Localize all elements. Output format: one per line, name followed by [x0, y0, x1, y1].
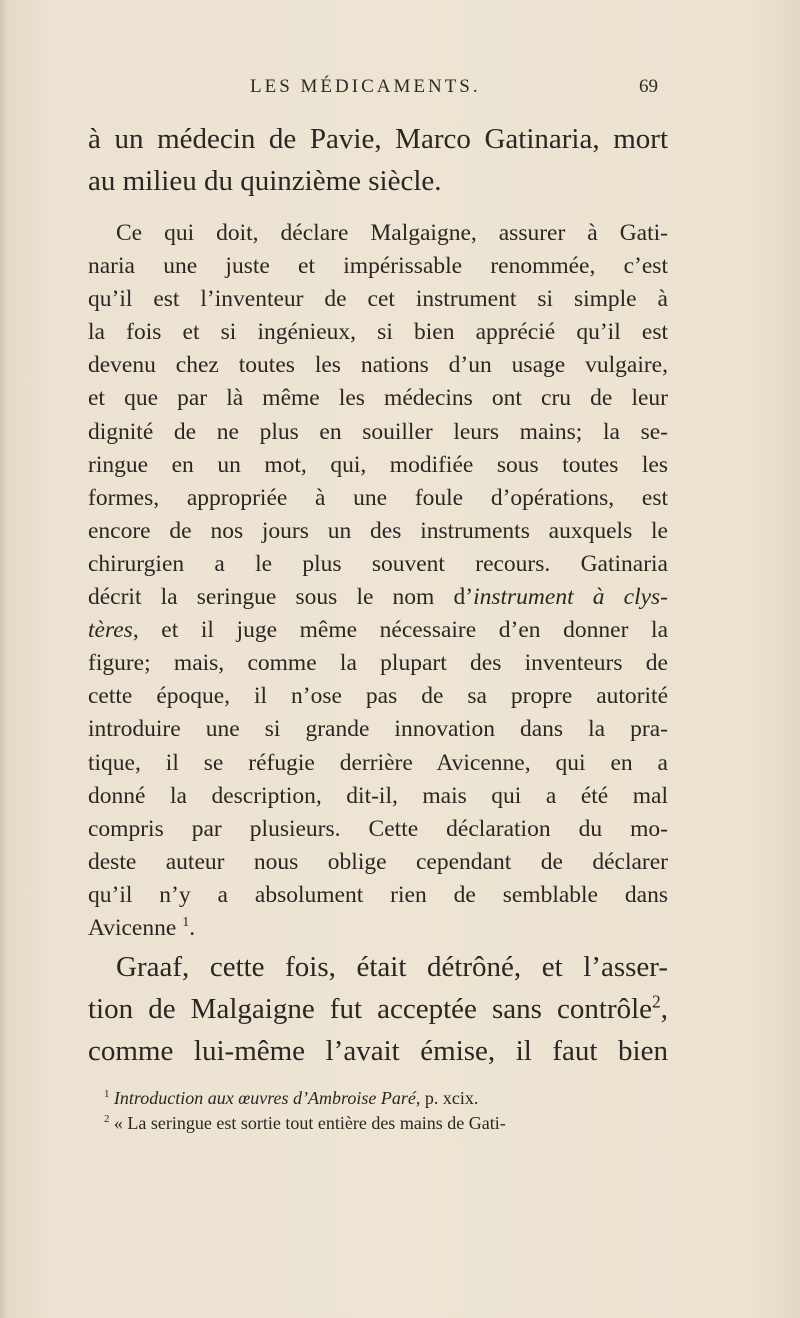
text-line: devenu chez toutes les nations d’un usage vulgaire,: [88, 352, 668, 379]
footnote-text: « La seringue est sortie tout entière des mains de Gati-: [113, 1113, 506, 1133]
text-line: [88, 614, 668, 647]
text-line: [88, 988, 668, 1030]
text-line: encore de nos jours un des instruments auxquels le: [88, 517, 668, 544]
footnote-marker: 2: [104, 1113, 110, 1125]
footnote-ref: 2: [652, 991, 661, 1012]
text-line: ringue en un mot, qui, modifiée sous toutes les: [88, 451, 668, 478]
text-line: formes, appropriée à une foule d’opérations, est: [88, 484, 668, 511]
text-line: [88, 912, 668, 945]
footnote-ref: 1: [182, 914, 190, 931]
italic-term: tères: [88, 617, 133, 644]
text-fragment: tion de Malgaigne fut acceptée sans contrôle: [88, 993, 653, 1025]
footnote-text: p. xcix.: [420, 1088, 479, 1108]
text-fragment: ,: [660, 993, 668, 1025]
text-line: [88, 581, 668, 614]
text-line: dignité de ne plus en souiller leurs mains; la se-: [88, 418, 668, 445]
text-fragment: , et il juge même nécessaire d’en donner la: [132, 617, 668, 644]
text-line: figure; mais, comme la plupart des inventeurs de: [88, 650, 668, 677]
closing-paragraph: [88, 946, 668, 1072]
quote-paragraph: [88, 217, 668, 945]
text-fragment: Avicenne: [88, 914, 177, 941]
footnote-title: Introduction aux œuvres d’Ambroise Paré,: [113, 1088, 421, 1108]
text-line: compris par plusieurs. Cette déclaration du mo-: [88, 815, 668, 842]
text-line: deste auteur nous oblige cependant de déclarer: [88, 848, 668, 875]
intro-paragraph: [88, 118, 668, 202]
text-fragment: décrit la seringue sous le nom d’: [88, 584, 474, 611]
text-line: au milieu du quinzième siècle.: [88, 165, 442, 197]
running-title: LES MÉDICAMENTS.: [250, 76, 481, 97]
text-line: Ce qui doit, déclare Malgaigne, assurer à Gati-: [116, 220, 668, 246]
text-line: qu’il n’y a absolument rien de semblable dans: [88, 881, 668, 908]
page-gutter-shadow: [0, 0, 8, 1318]
text-line: et que par là même les médecins ont cru de leur: [88, 385, 668, 412]
text-line: Graaf, cette fois, était détrôné, et l’asser-: [116, 951, 668, 983]
text-fragment: .: [189, 914, 196, 941]
footnote-marker: 1: [104, 1088, 110, 1100]
text-line: à un médecin de Pavie, Marco Gatinaria, mort: [88, 123, 668, 155]
text-line: donné la description, dit-il, mais qui a été mal: [88, 782, 668, 809]
text-line: la fois et si ingénieux, si bien apprécié qu’il est: [88, 319, 668, 346]
text-line: chirurgien a le plus souvent recours. Gatinaria: [88, 550, 668, 577]
text-line: naria une juste et impérissable renommée, c’est: [88, 253, 668, 280]
text-line: cette époque, il n’ose pas de sa propre autorité: [88, 683, 668, 710]
footnotes: [104, 1086, 664, 1136]
text-line: tique, il se réfugie derrière Avicenne, qui en a: [88, 749, 668, 776]
footnote: [104, 1086, 664, 1111]
text-line: qu’il est l’inventeur de cet instrument si simple à: [88, 286, 668, 313]
italic-term: instrument à clys-: [473, 584, 668, 611]
text-line: introduire une si grande innovation dans la pra-: [88, 716, 668, 743]
page-number: 69: [639, 76, 658, 97]
text-line: comme lui-même l’avait émise, il faut bien: [88, 1035, 668, 1067]
footnote: [104, 1111, 664, 1136]
